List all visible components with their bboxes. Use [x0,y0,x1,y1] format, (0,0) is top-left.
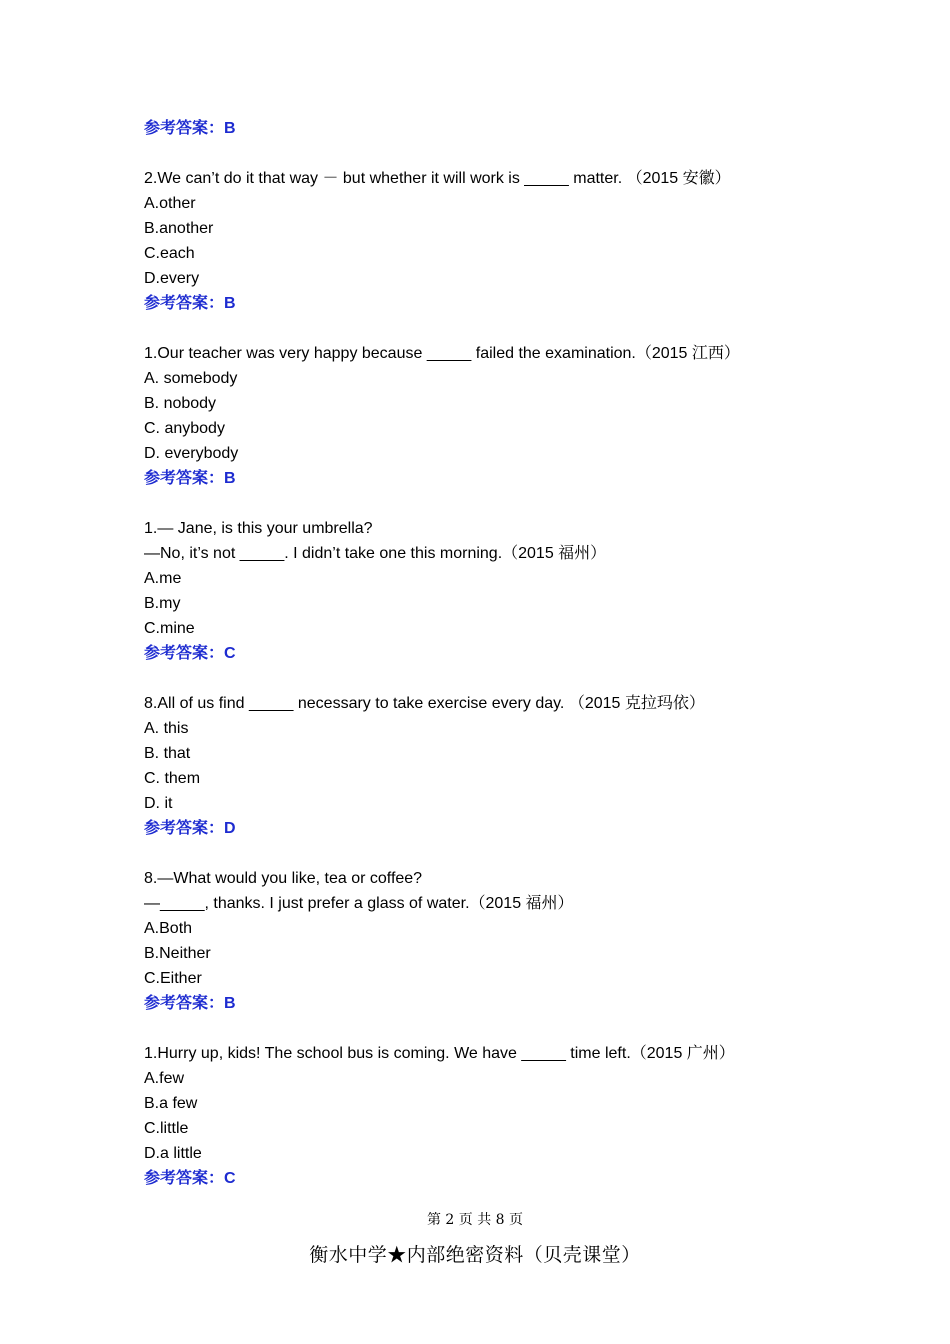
option-d: D.every [144,270,200,287]
question-text: 1.Our teacher was very happy because _____ failed the examination.（2015 江西） [144,345,740,362]
question-text: —No, it’s not _____. I didn’t take one this morning.（2015 福州） [144,545,607,562]
spacer [144,666,844,691]
option-c: C. them [144,770,201,787]
option-b: B. nobody [144,395,217,412]
option-b: B.Neither [144,945,211,962]
answer-line: 参考答案：B [144,995,236,1012]
answer-line: 参考答案：B [144,120,236,137]
footer-text: 衡水中学★内部绝密资料（贝壳课堂） [309,1244,641,1266]
spacer [144,1016,844,1041]
question-text: 2.We can’t do it that way － but whether it will work is _____ matter. （2015 安徽） [144,170,731,187]
answer-line: 参考答案：C [144,1170,236,1187]
answer-line: 参考答案：D [144,820,236,837]
question-text: 8.All of us find _____ necessary to take exercise every day. （2015 克拉玛依） [144,695,705,712]
option-c: C. anybody [144,420,225,437]
question-block [144,516,844,666]
option-d: D. everybody [144,445,239,462]
question-block [144,341,844,491]
option-c: C.each [144,245,195,262]
answer-line: 参考答案：B [144,295,236,312]
option-c: C.little [144,1120,189,1137]
option-a: A.me [144,570,182,587]
spacer [144,316,844,341]
option-a: A.other [144,195,196,212]
spacer [144,491,844,516]
option-a: A. somebody [144,370,238,387]
option-a: A.Both [144,920,193,937]
option-c: C.mine [144,620,195,637]
answer-line: 参考答案：B [144,470,236,487]
question-block [144,166,844,316]
option-c: C.Either [144,970,202,987]
option-b: B. that [144,745,191,762]
document-content [144,116,844,1191]
spacer [144,141,844,166]
option-d: D.a little [144,1145,202,1162]
question-block [144,691,844,841]
question-block [144,866,844,1016]
page-number: 第 2 页 共 8 页 [426,1212,524,1228]
spacer [144,841,844,866]
question-text: 8.—What would you like, tea or coffee? [144,870,423,887]
question-block [144,1041,844,1191]
option-a: A. this [144,720,189,737]
option-a: A.few [144,1070,185,1087]
option-b: B.a few [144,1095,198,1112]
question-text: 1.— Jane, is this your umbrella? [144,520,373,537]
answer-line: 参考答案：C [144,645,236,662]
option-b: B.my [144,595,181,612]
option-b: B.another [144,220,214,237]
question-text: 1.Hurry up, kids! The school bus is coming. We have _____ time left.（2015 广州） [144,1045,735,1062]
option-d: D. it [144,795,173,812]
question-text: —_____, thanks. I just prefer a glass of water.（2015 福州） [144,895,574,912]
